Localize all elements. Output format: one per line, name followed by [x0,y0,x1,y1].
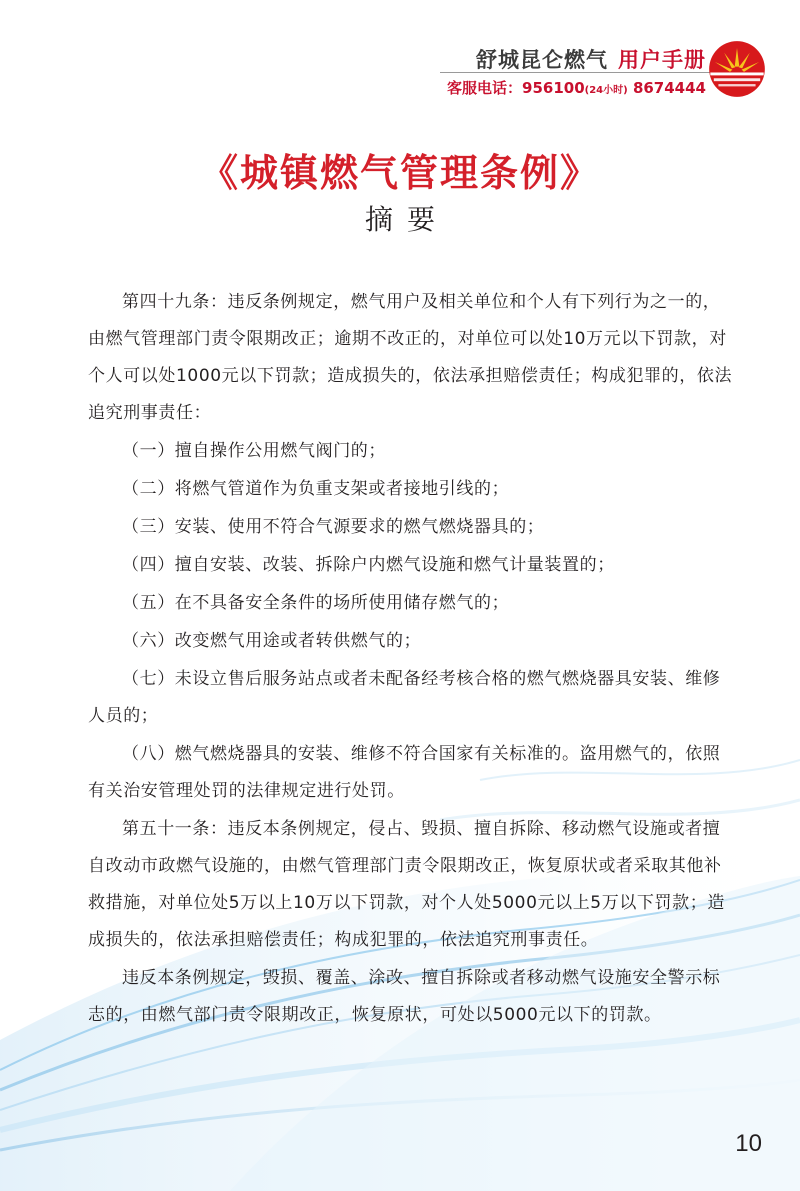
clause-item: （三）安装、使用不符合气源要求的燃气燃烧器具的； [122,517,545,537]
kunlun-sun-logo-icon [708,40,766,98]
company-name: 舒城昆仑燃气 [476,48,608,72]
phone-note: (24小时) [584,85,628,96]
clause-item: （六）改变燃气用途或者转供燃气的； [122,631,422,651]
warning-sign-paragraph: 违反本条例规定，毁损、覆盖、涂改、擅自拆除或者移动燃气设施安全警示标志的，由燃气部门责令限期改正，恢复原状，可处以5000元以下的罚款。 [88,968,721,1025]
page-number: 10 [735,1130,762,1157]
clause-item: （一）擅自操作公用燃气阀门的； [122,441,386,461]
clause-item: （四）擅自安装、改装、拆除户内燃气设施和燃气计量装置的； [122,555,615,575]
phone-main: 956100 [522,79,585,97]
clause-item: （五）在不具备安全条件的场所使用储存燃气的； [122,593,510,613]
customer-service-phone [447,77,706,98]
document-subtitle: 摘要 [364,203,449,236]
clause-item: （七）未设立售后服务站点或者未配备经考核合格的燃气燃烧器具安装、维修人员的； [88,669,721,726]
article-body [88,284,734,1035]
phone-label: 客服电话： [447,79,523,97]
document-title: 《城镇燃气管理条例》 [199,151,600,195]
clause-item: （八）燃气燃烧器具的安装、维修不符合国家有关标准的。盗用燃气的，依照有关治安管理处罚的法律规定进行处罚。 [88,744,721,801]
clause-item: （二）将燃气管道作为负重支架或者接地引线的； [122,479,510,499]
phone-alt: 8674444 [632,79,706,97]
manual-label: 用户手册 [618,48,706,72]
article-51-paragraph: 第五十一条：违反本条例规定，侵占、毁损、擅自拆除、移动燃气设施或者擅自改动市政燃气设施的，由燃气管理部门责令限期改正，恢复原状或者采取其他补救措施，对单位处5万以上10万以下罚款，对个人处5000元以上5万以下罚款；造成损失的，依法承担赔偿责任；构成犯罪的，依法追究刑事责任。 [88,819,725,950]
header-brand [476,44,706,74]
article-49-paragraph: 第四十九条：违反条例规定，燃气用户及相关单位和个人有下列行为之一的，由燃气管理部门责令限期改正；逾期不改正的，对单位可以处10万元以下罚款，对个人可以处1000元以下罚款；造成损失的，依法承担赔偿责任；构成犯罪的，依法追究刑事责任： [88,292,733,423]
